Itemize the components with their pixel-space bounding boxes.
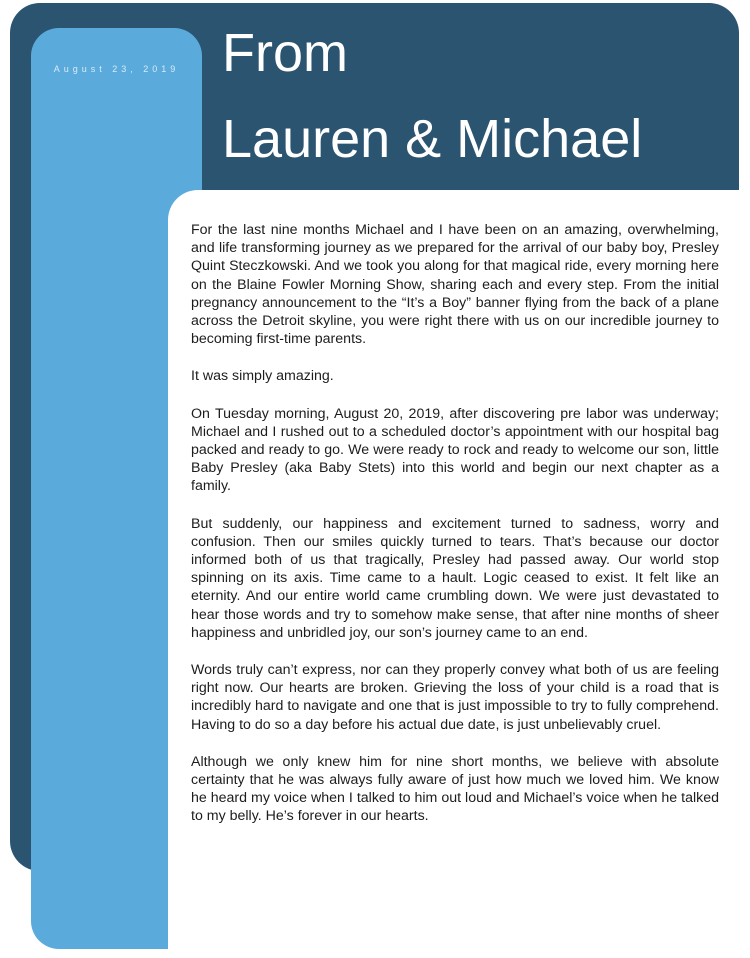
paragraph: On Tuesday morning, August 20, 2019, after discovering pre labor was underway; Michael and I rushed out to a scheduled doctor’s appointment with our hospital bag packed and ready to go. We were ready to rock and ready to welcome our son, little Baby Presley (aka Baby Stets) into this world and begin our next chapter as a family.: [191, 405, 719, 495]
paragraph: For the last nine months Michael and I have been on an amazing, overwhelming, and life transforming journey as we prepared for the arrival of our baby boy, Presley Quint Steczkowski. And we took you along for that magical ride, every morning here on the Blaine Fowler Morning Show, sharing each and every step. From the initial pregnancy announcement to the “It’s a Boy” banner flying from the back of a plane across the Detroit skyline, you were right there with us on our incredible journey to becoming first-time parents.: [191, 222, 719, 348]
paragraph: But suddenly, our happiness and excitement turned to sadness, worry and confusion. Then our smiles quickly turned to tears. That’s because our doctor informed both of us that tragically, Presley had passed away. Our world stop spinning on its axis. Time came to a hault. Logic ceased to exist. It felt like an eternity. And our entire world came crumbling down. We were just devastated to hear those words and try to somehow make sense, that after nine months of sheer happiness and unbridled joy, our son’s journey came to an end.: [191, 515, 719, 641]
paragraph: It was simply amazing.: [191, 368, 334, 385]
letter-body: [191, 221, 719, 845]
paragraph: Although we only knew him for nine short months, we believe with absolute certainty that he was always fully aware of just how much we loved him. We know he heard my voice when I talked to him out loud and Michael’s voice when he talked to my belly. He’s forever in our hearts.: [191, 753, 719, 825]
title-line-1: From: [222, 23, 348, 83]
title-line-2: Lauren & Michael: [222, 109, 643, 169]
date-label: August 23, 2019: [53, 64, 180, 74]
paragraph: Words truly can’t express, nor can they properly convey what both of us are feeling right now. Our hearts are broken. Grieving the loss of your child is a road that is incredibly hard to navigate and one that is just impossible to try to fully comprehend. Having to do so a day before his actual due date, is just unbelievably cruel.: [191, 662, 719, 733]
page-title: [222, 10, 642, 182]
